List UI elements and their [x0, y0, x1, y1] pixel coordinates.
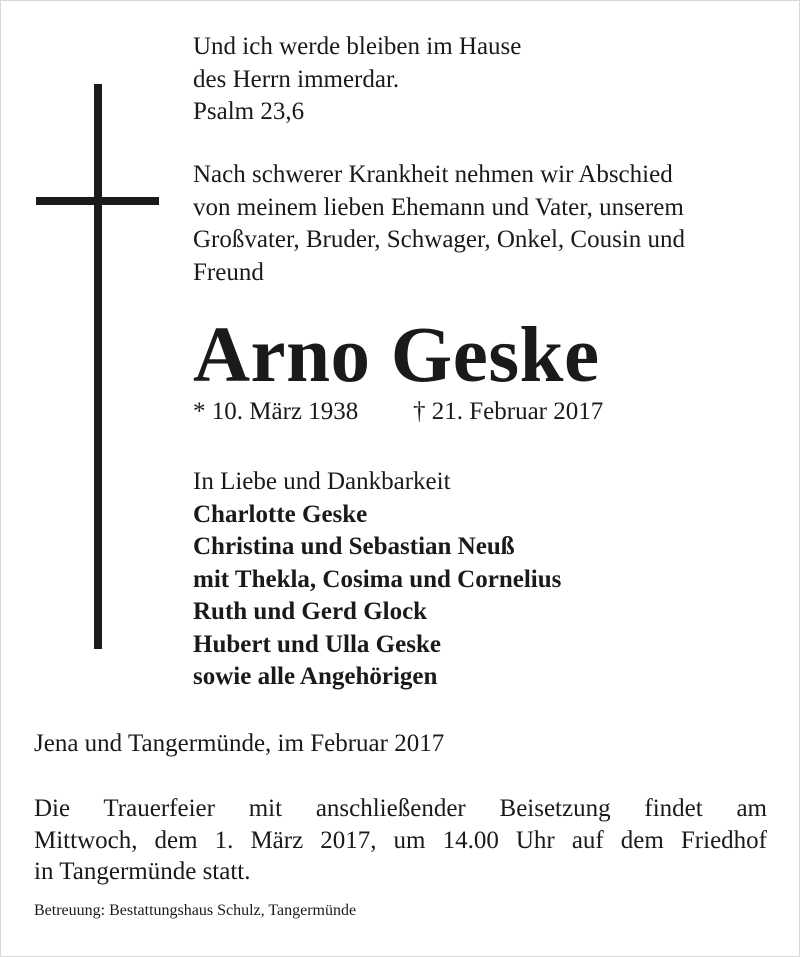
funeral-line: Mittwoch, dem 1. März 2017, um 14.00 Uhr auf dem Friedhof [34, 826, 767, 854]
farewell-line: Großvater, Bruder, Schwager, Onkel, Cousin und [193, 226, 686, 253]
place-date: Jena und Tangermünde, im Februar 2017 [34, 730, 445, 757]
psalm-line: Und ich werde bleiben im Hause [193, 33, 522, 60]
mourners-intro: In Liebe und Dankbarkeit [193, 468, 451, 495]
farewell-line: Freund [193, 258, 264, 286]
mourner-name: sowie alle Angehörigen [193, 663, 438, 690]
psalm-reference: Psalm 23,6 [193, 98, 305, 125]
cross-icon-horizontal-bar [36, 197, 159, 205]
mourner-name: Ruth und Gerd Glock [193, 598, 428, 625]
funeral-line: Die Trauerfeier mit anschließender Beisetzung findet am [34, 795, 767, 822]
psalm-line: des Herrn immerdar. [193, 65, 400, 93]
funeral-line: in Tangermünde statt. [34, 858, 251, 885]
deceased-name: Arno Geske [193, 312, 600, 399]
farewell-text [193, 159, 685, 289]
birth-date: * 10. März 1938 [193, 398, 359, 425]
farewell-line: von meinem lieben Ehemann und Vater, unserem [193, 193, 684, 221]
mourner-name: Christina und Sebastian Neuß [193, 533, 515, 560]
death-date: † 21. Februar 2017 [413, 398, 604, 425]
mourner-name: Hubert und Ulla Geske [193, 630, 441, 658]
mourner-name: mit Thekla, Cosima und Cornelius [193, 565, 562, 593]
mourner-name: Charlotte Geske [193, 500, 368, 528]
funeral-home-credit: Betreuung: Bestattungshaus Schulz, Tangermünde [34, 902, 357, 919]
mourners-list [193, 466, 561, 694]
psalm-quote [193, 31, 521, 129]
cross-icon-vertical-bar [94, 84, 102, 649]
funeral-info [34, 793, 767, 888]
farewell-line: Nach schwerer Krankheit nehmen wir Abschied [193, 161, 673, 188]
